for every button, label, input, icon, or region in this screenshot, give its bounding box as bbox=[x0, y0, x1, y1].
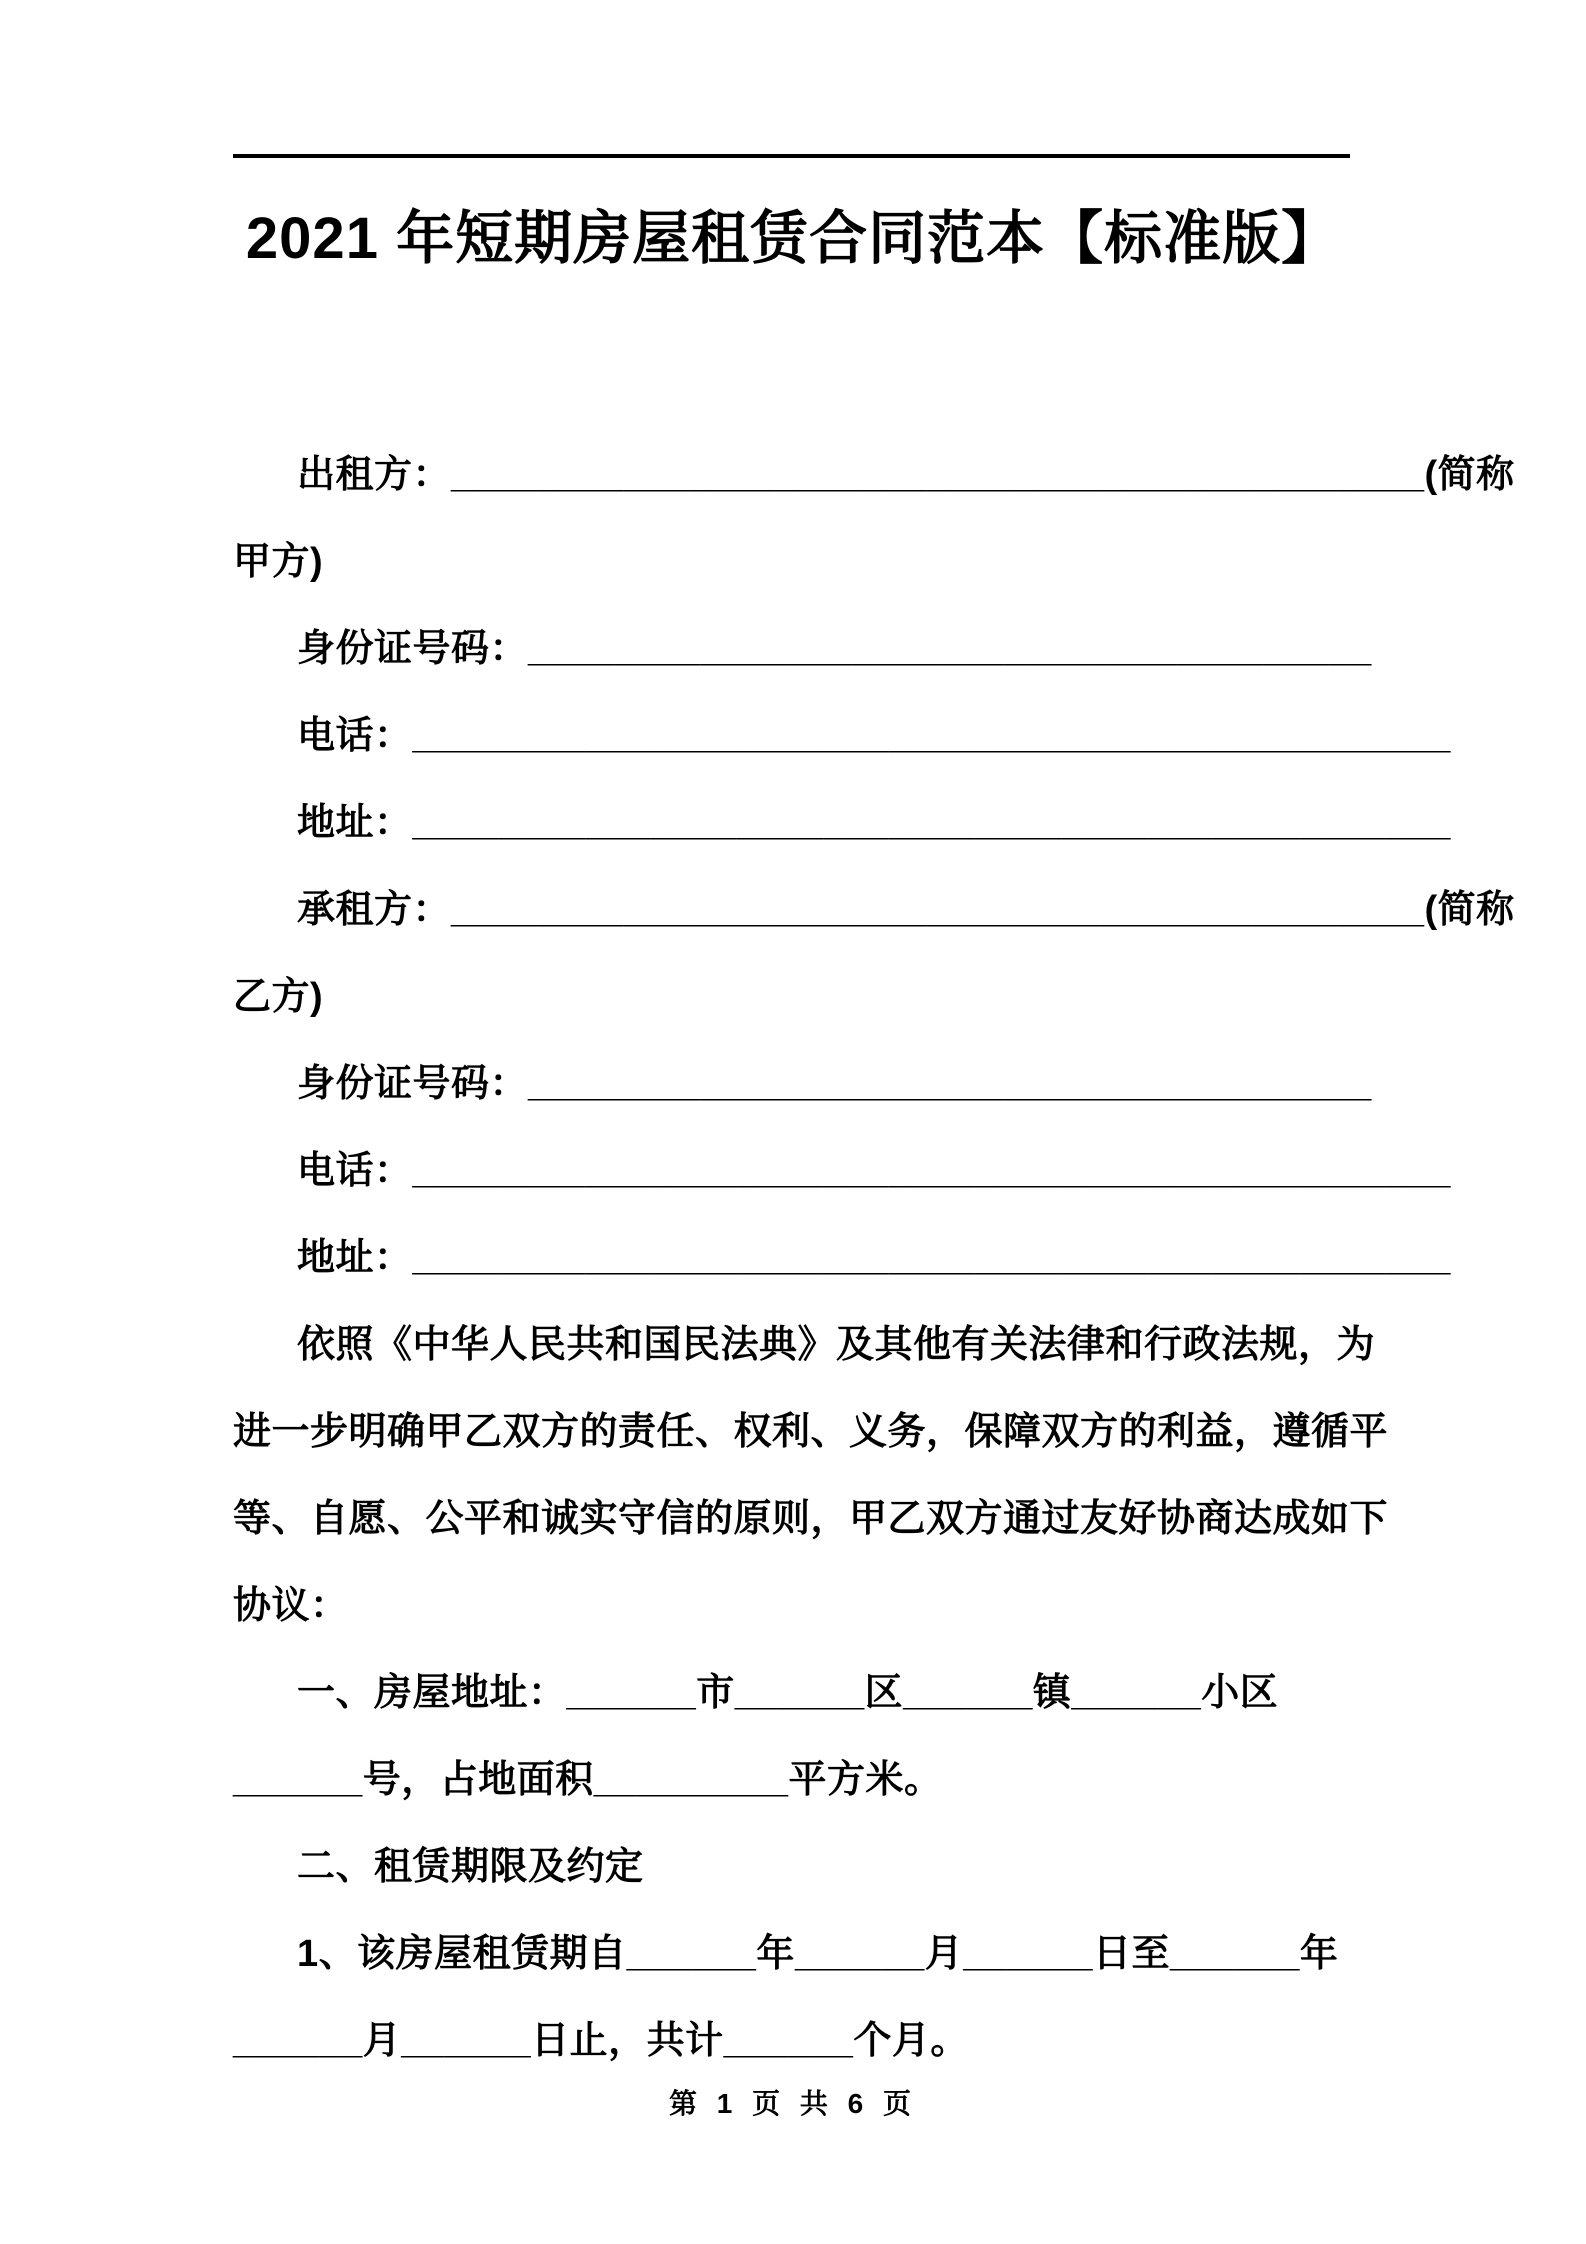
party-a-abbrev-line: 甲方) bbox=[233, 541, 324, 583]
document-body bbox=[233, 432, 1533, 2085]
clause-2-heading: 二、租赁期限及约定 bbox=[297, 1846, 644, 1888]
page-number-footer: 第 1 页 共 6 页 bbox=[668, 2088, 918, 2119]
preamble-line-2: 进一步明确甲乙双方的责任、权利、义务，保障双方的利益，遵循平 bbox=[233, 1411, 1389, 1453]
lessee-address-line: 地址：________________________________________________ bbox=[297, 1237, 1451, 1279]
clause-2-item-1-line-1: 1、该房屋租赁期自______年______月______日至______年 bbox=[297, 1933, 1339, 1975]
clause-1-address-line-1: 一、房屋地址：______市______区______镇______小区 bbox=[297, 1672, 1279, 1714]
lessee-line: 承租方：_____________________________________________(简称 bbox=[297, 889, 1515, 931]
document-title: 2021 年短期房屋租赁合同范本【标准版】 bbox=[245, 206, 1341, 271]
lessor-id-line: 身份证号码：_______________________________________ bbox=[297, 628, 1372, 670]
preamble-line-1: 依照《中华人民共和国民法典》及其他有关法律和行政法规，为 bbox=[297, 1324, 1376, 1366]
clause-2-item-1-line-2: ______月______日止，共计______个月。 bbox=[233, 2020, 969, 2062]
clause-1-address-line-2: ______号，占地面积_________平方米。 bbox=[233, 1759, 943, 1801]
lessor-address-line: 地址：________________________________________________ bbox=[297, 802, 1451, 844]
title-divider-line bbox=[233, 154, 1350, 158]
party-b-abbrev-line: 乙方) bbox=[233, 976, 324, 1018]
lessee-phone-line: 电话：________________________________________________ bbox=[297, 1150, 1451, 1192]
preamble-line-3: 等、自愿、公平和诚实守信的原则，甲乙双方通过友好协商达成如下 bbox=[233, 1498, 1389, 1540]
lessor-phone-line: 电话：________________________________________________ bbox=[297, 715, 1451, 757]
preamble-line-4: 协议： bbox=[233, 1585, 349, 1627]
lessee-id-line: 身份证号码：_______________________________________ bbox=[297, 1063, 1372, 1105]
lessor-line: 出租方：_____________________________________________(简称 bbox=[297, 454, 1515, 496]
